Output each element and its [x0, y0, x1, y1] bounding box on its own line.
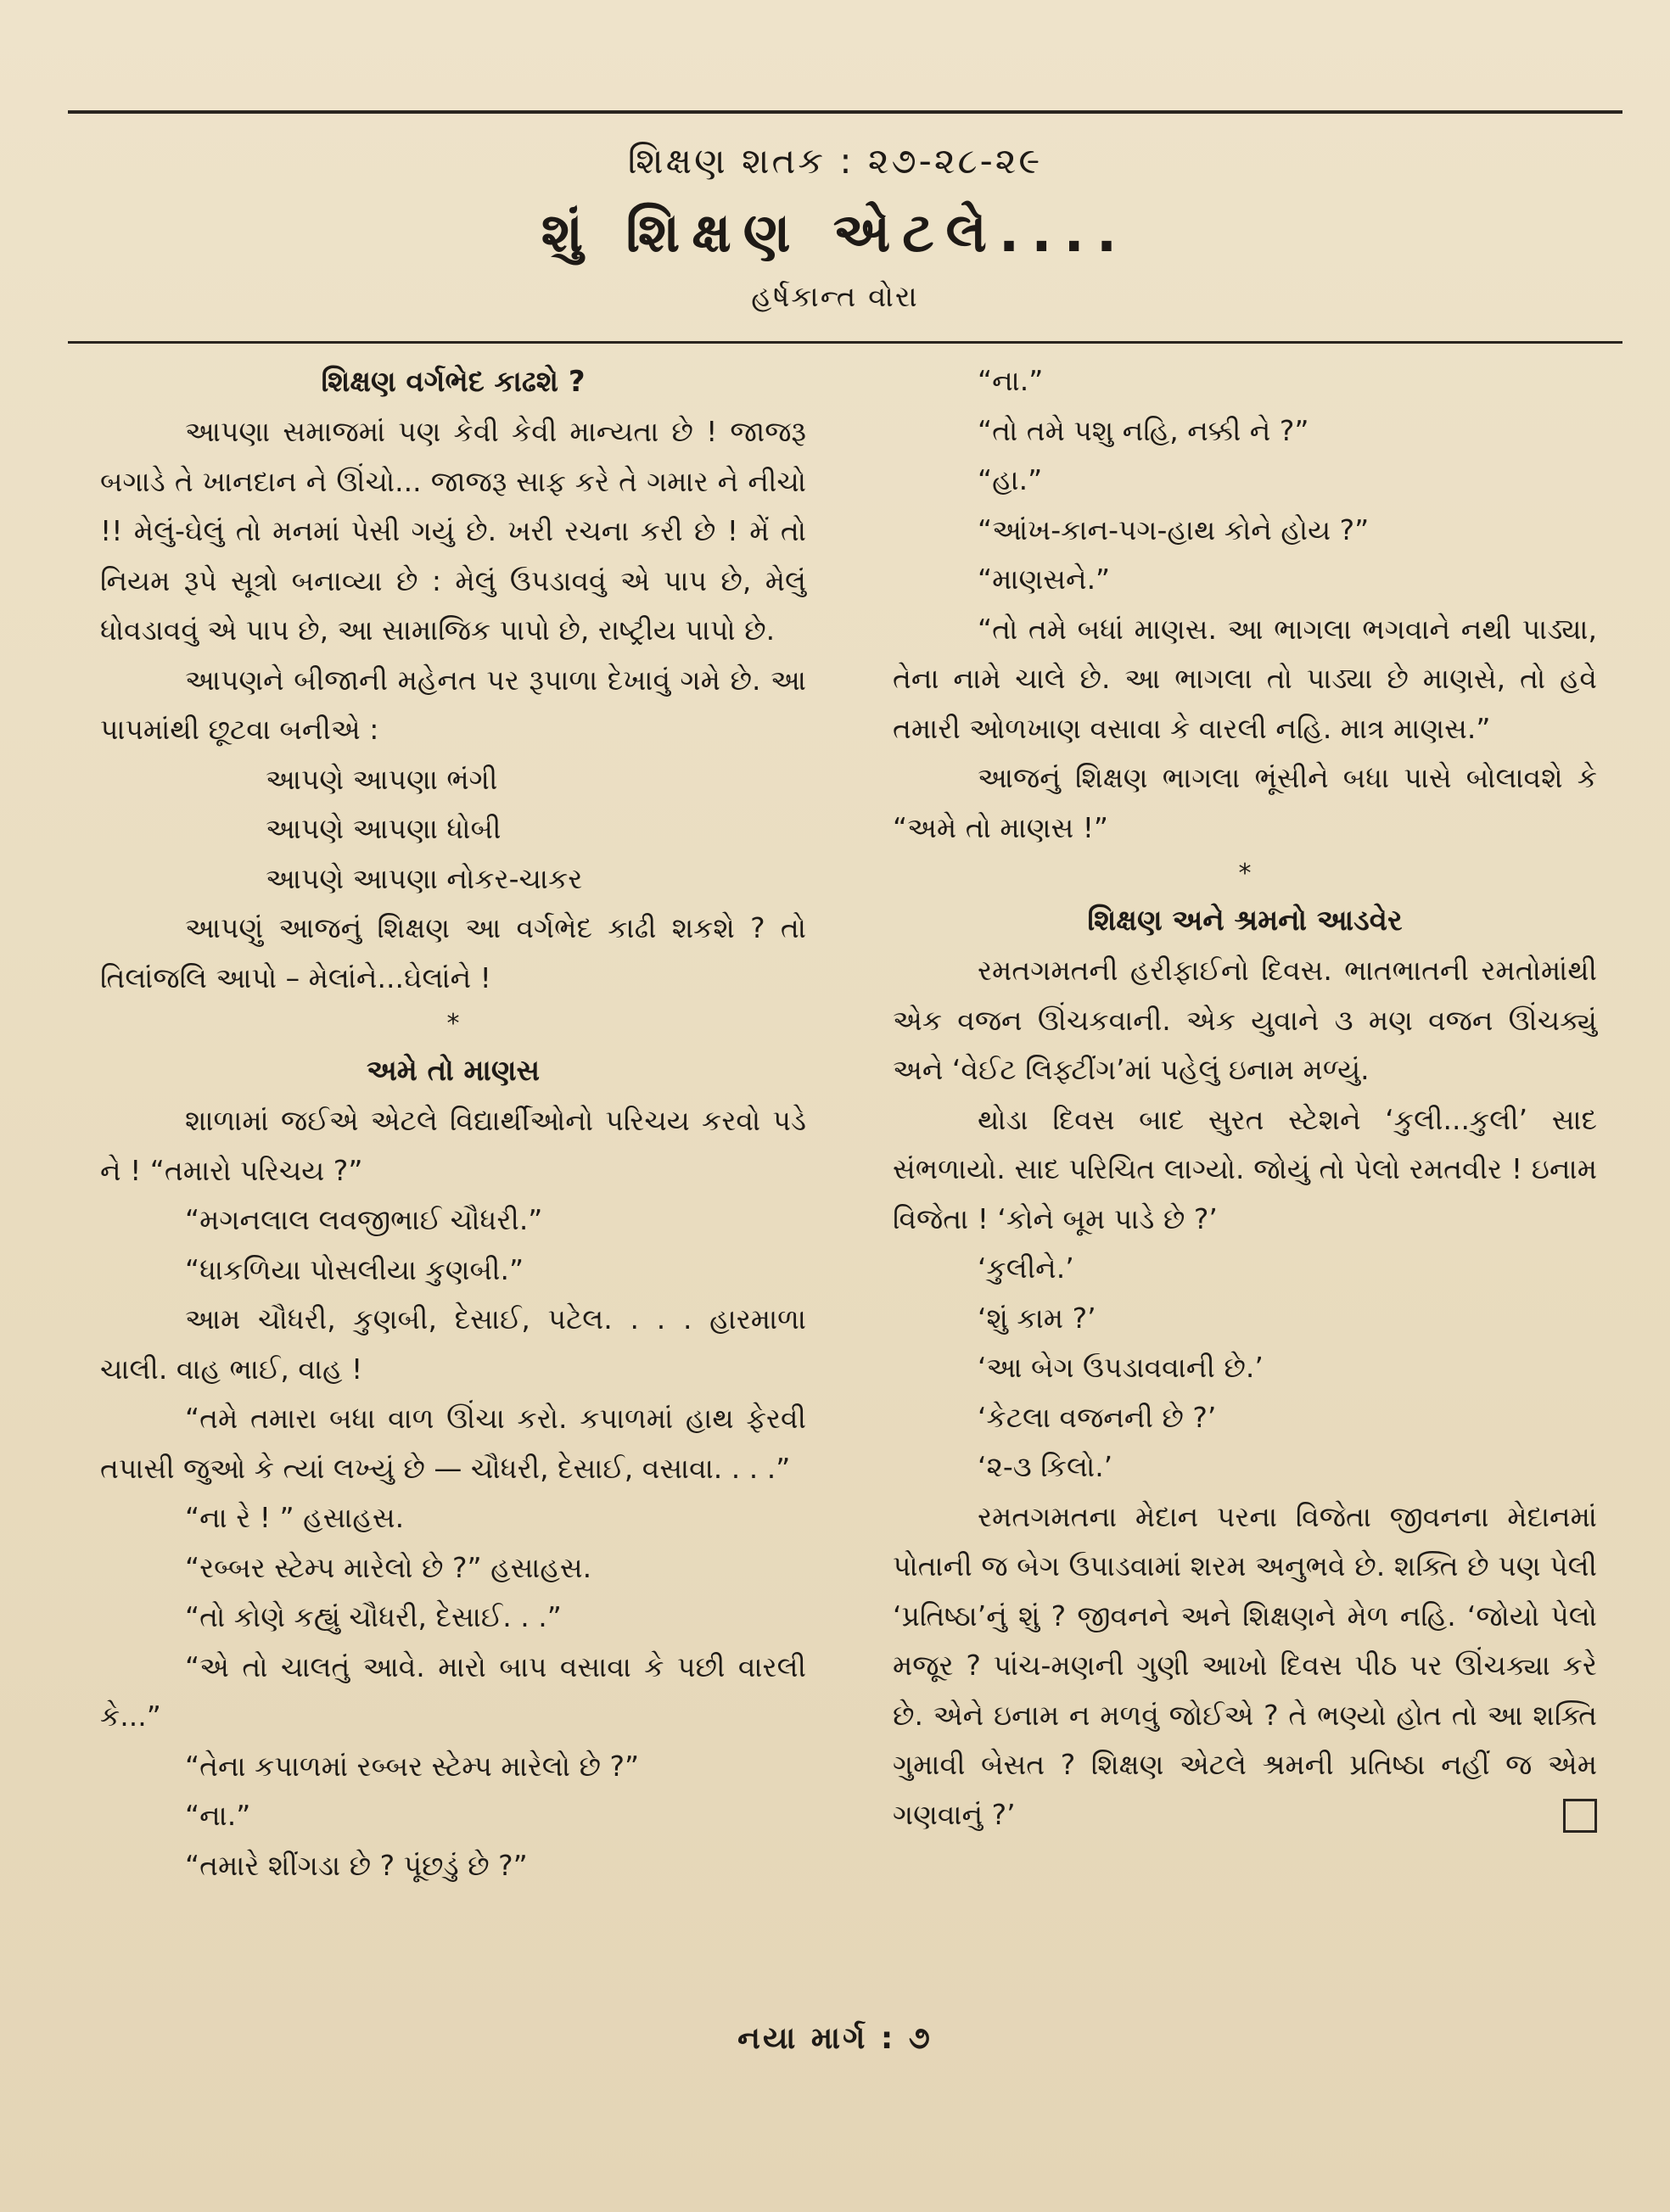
dialogue-line: “આંખ-કાન-પગ-હાથ કોને હોય ?”: [978, 512, 1370, 546]
section-separator: *: [446, 1009, 460, 1039]
paragraph: આપણું આજનું શિક્ષણ આ વર્ગભેદ કાઢી શકશે ? તો તિલાંજલિ આપો – મેલાંને...ઘેલાંને !: [100, 911, 806, 994]
dialogue-line: “ના.”: [185, 1799, 251, 1832]
dialogue-line: “રબ્બર સ્ટેમ્પ મારેલો છે ?” હસાહસ.: [185, 1550, 592, 1584]
dialogue-line: “માણસને.”: [978, 563, 1111, 596]
dialogue-line: “તેના કપાળમાં રબ્બર સ્ટેમ્પ મારેલો છે ?”: [185, 1749, 640, 1783]
section-heading-we-are-human: અમે તો માણસ: [366, 1054, 541, 1088]
verse-line: આપણે આપણા ભંગી: [266, 762, 498, 796]
page-footer: નયા માર્ગ : ૭: [737, 2021, 933, 2056]
paragraph: શાળામાં જઈએ એટલે વિદ્યાર્થીઓનો પરિચય કરવો પડે ને ! “તમારો પરિચય ?”: [100, 1104, 806, 1187]
header-rule: [68, 341, 1622, 344]
dialogue-line: “હા.”: [978, 463, 1043, 496]
verse-line: આપણે આપણા ધોબી: [266, 812, 502, 845]
paragraph: રમતગમતની હરીફાઈનો દિવસ. ભાતભાતની રમતોમાંથી એક વજન ઊંચકવાની. એક યુવાને ૩ મણ વજન ઊંચક્યું અને ‘વેઈટ લિફ્ટીંગ’માં પહેલું ઇનામ મળ્યું.: [893, 954, 1597, 1086]
left-column: [100, 356, 806, 1890]
dialogue-line: “ના.”: [978, 364, 1044, 397]
dialogue-line: “ના રે ! ” હસાહસ.: [185, 1501, 405, 1534]
paragraph: આપણા સમાજમાં પણ કેવી કેવી માન્યતા છે ! જાજરૂ બગાડે તે ખાનદાન ને ઊંચો... જાજરૂ સાફ કરે તે ગમાર ને નીચો !! મેલું-ઘેલું તો મનમાં પેસી ગયું છે. ખરી રચના કરી છે ! મેં તો નિયમ રૂપે સૂત્રો બનાવ્યા છે : મેલું ઉપડાવવું એ પાપ છે, મેલું ધોવડાવવું એ પાપ છે, આ સામાજિક પાપો છે, રાષ્ટ્રીય પાપો છે.: [100, 415, 806, 647]
dialogue-line: ‘૨-૩ કિલો.’: [978, 1450, 1113, 1483]
final-paragraph-text: રમતગમતના મેદાન પરના વિજેતા જીવનના મેદાનમાં પોતાની જ બેગ ઉપાડવામાં શરમ અનુભવે છે. શક્તિ છે પણ પેલી ‘પ્રતિષ્ઠા’નું શું ? જીવનને અને શિક્ષણને મેળ નહિ. ‘જોયો પેલો મજૂર ? પાંચ-મણની ગુણી આખો દિવસ પીઠ પર ઊંચક્યા કરે છે. એને ઇનામ ન મળવું જોઈએ ? તે ભણ્યો હોત તો આ શક્તિ ગુમાવી બેસત ? શિક્ષણ એટલે શ્રમની પ્રતિષ્ઠા નહીં જ એમ ગણવાનું ?’: [893, 1499, 1597, 1831]
dialogue-line: ‘શું કામ ?’: [978, 1301, 1096, 1335]
series-heading: શિક્ષણ શતક : ૨૭-૨૮-૨૯: [627, 140, 1043, 182]
dialogue-line: ‘આ બેગ ઉપડાવવાની છે.’: [978, 1351, 1264, 1384]
section-separator: *: [1238, 859, 1252, 888]
paragraph: આમ ચૌધરી, કુણબી, દેસાઈ, પટેલ. . . . હારમાળા ચાલી. વાહ ભાઈ, વાહ !: [100, 1302, 806, 1386]
verse-line: આપણે આપણા નોકર-ચાકર: [266, 861, 583, 895]
paragraph: થોડા દિવસ બાદ સુરત સ્ટેશને ‘કુલી...કુલી’ સાદ સંભળાયો. સાદ પરિચિત લાગ્યો. જોયું તો પેલો રમતવીર ! ઇનામ વિજેતા ! ‘કોને બૂમ પાડે છે ?’: [893, 1102, 1597, 1235]
section-heading-education-labour: શિક્ષણ અને શ્રમનો આડવેર: [1087, 904, 1403, 938]
dialogue-line: “તો કોણે કહ્યું ચૌધરી, દેસાઈ. . .”: [185, 1600, 562, 1633]
paragraph: આપણને બીજાની મહેનત પર રૂપાળા દેખાવું ગમે છે. આ પાપમાંથી છૂટવા બનીએ :: [100, 663, 806, 746]
paragraph: “તો તમે બધાં માણસ. આ ભાગલા ભગવાને નથી પાડ્યા, તેના નામે ચાલે છે. આ ભાગલા તો પાડ્યા છે માણસે, તો હવે તમારી ઓળખાણ વસાવા કે વારલી નહિ. માત્ર માણસ.”: [893, 612, 1597, 745]
dialogue-line: “મગનલાલ લવજીભાઈ ચૌધરી.”: [185, 1203, 543, 1236]
paragraph: “તમે તમારા બધા વાળ ઊંચા કરો. કપાળમાં હાથ ફેરવી તપાસી જુઓ કે ત્યાં લખ્યું છે — ચૌધરી, દેસાઈ, વસાવા. . . .”: [100, 1402, 806, 1485]
top-rule: [68, 110, 1622, 114]
paragraph-final: [893, 1492, 1597, 1840]
dialogue-line: ‘કુલીને.’: [978, 1252, 1074, 1285]
section-heading-class-divide: શિક્ષણ વર્ગભેદ કાઢશે ?: [321, 365, 586, 399]
end-mark-box: [1563, 1799, 1597, 1833]
article-author: હર્ષકાન્ત વોરા: [751, 280, 919, 314]
dialogue-line: “તમારે શીંગડા છે ? પૂંછડું છે ?”: [185, 1848, 528, 1882]
dialogue-line: “તો તમે પશુ નહિ, નક્કી ને ?”: [978, 413, 1309, 447]
article-title: શું શિક્ષણ એટલે....: [541, 202, 1129, 265]
dialogue-line: ‘કેટલા વજનની છે ?’: [978, 1400, 1217, 1434]
right-column: [893, 356, 1597, 1840]
dialogue-line: “ધાકળિયા પોસલીયા કુણબી.”: [185, 1252, 524, 1286]
paragraph: “એ તો ચાલતું આવે. મારો બાપ વસાવા કે પછી વારલી કે...”: [100, 1649, 806, 1733]
paragraph: આજનું શિક્ષણ ભાગલા ભૂંસીને બધા પાસે બોલાવશે કે “અમે તો માણસ !”: [893, 761, 1597, 844]
